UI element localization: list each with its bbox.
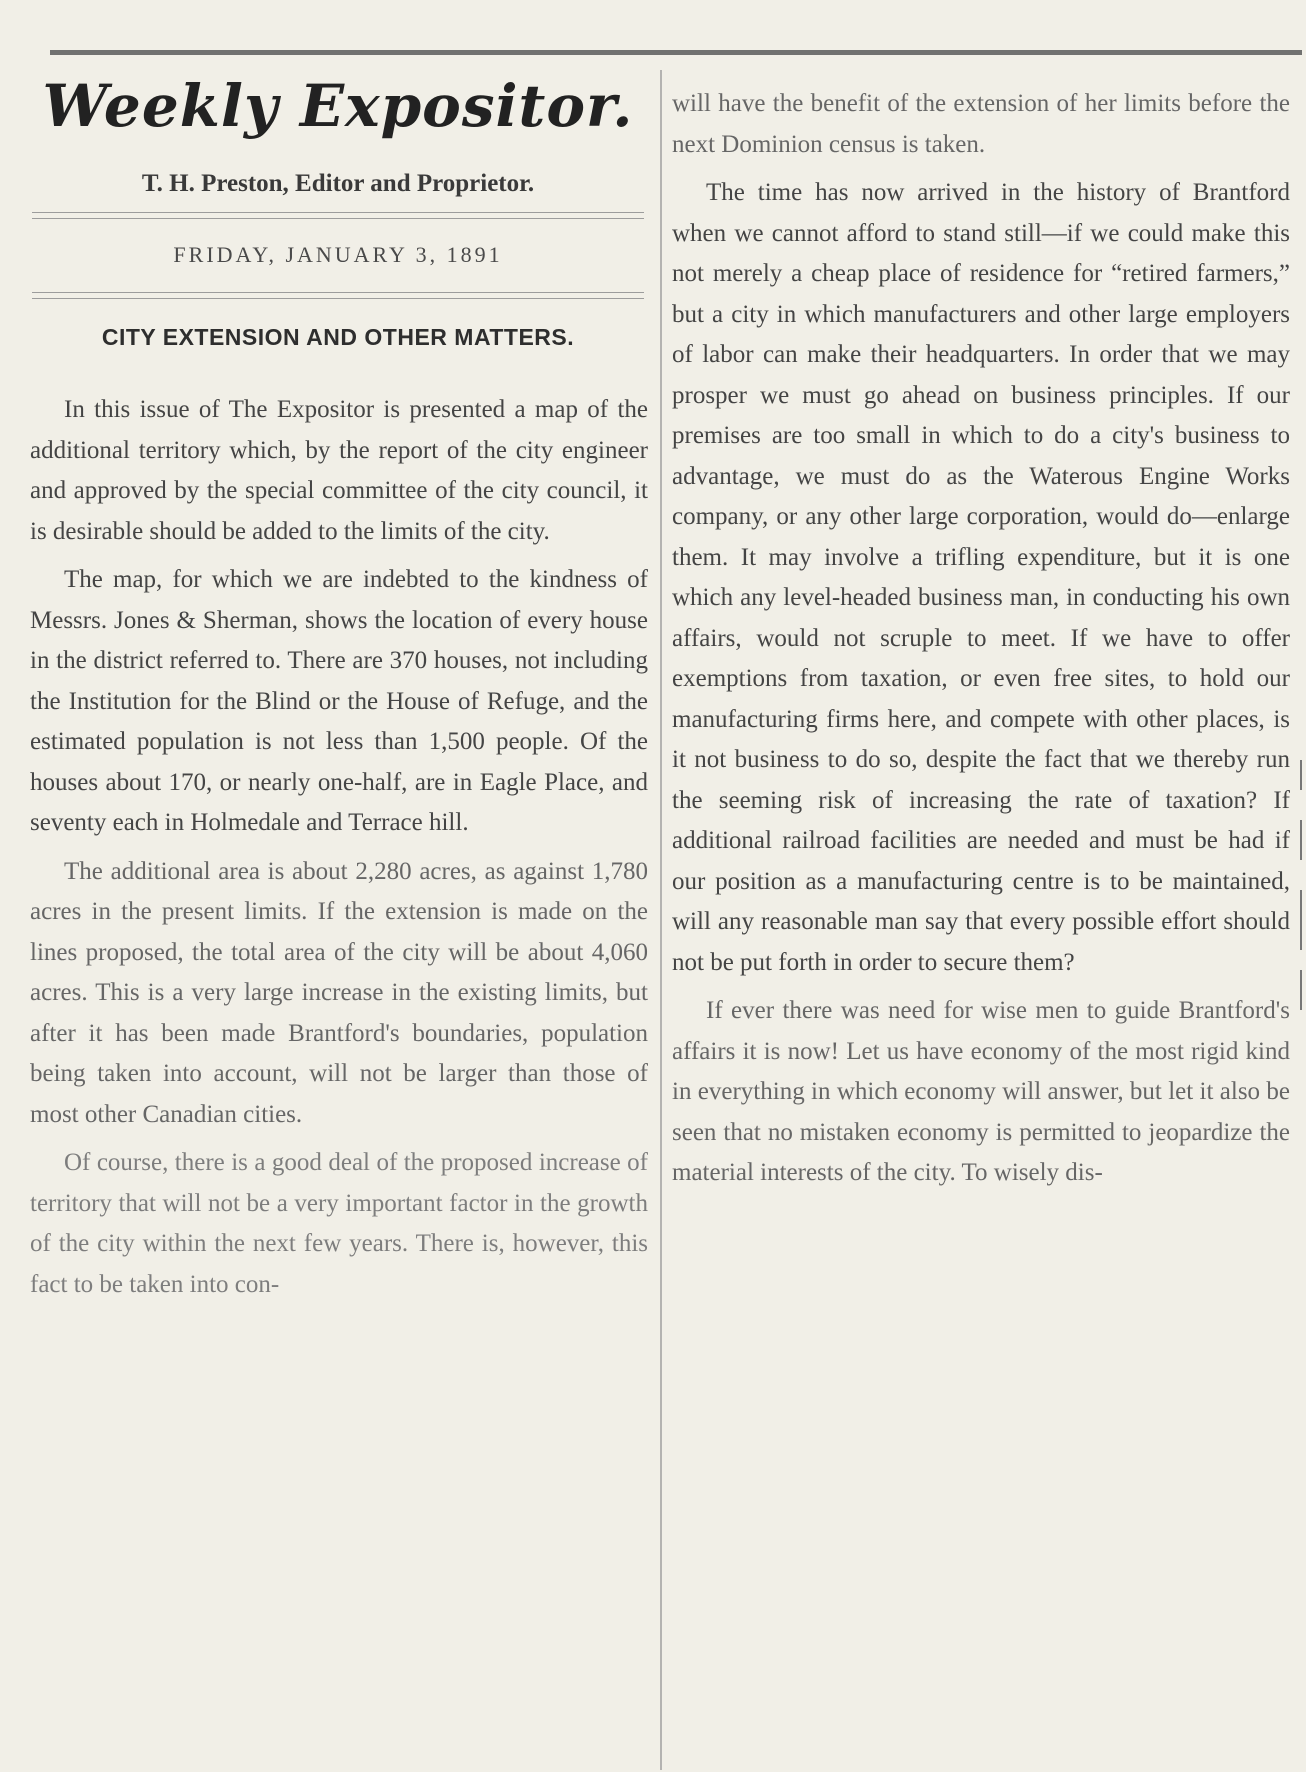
dateline: FRIDAY, JANUARY 3, 1891 bbox=[173, 242, 503, 267]
dateline-rule-2 bbox=[32, 298, 644, 299]
dateline-rule bbox=[32, 292, 644, 293]
top-border-rule bbox=[50, 50, 1302, 55]
right-paragraph-2: The time has now arrived in the history of Brantford when we cannot afford to stand still—if we could make this not merely a cheap place of residence for “retired farmers,” but a city in which manufacturers and other large employers of labor can make their headquarters. In order that we may prosper we must go ahead on business principles. If our premises are too small in which to do a city's business to advantage, we must do as the Waterous Engine Works company, or any other large corporation, would do—enlarge them. It may involve a trifling expenditure, but it is one which any level-headed business man, in conducting his own affairs, would not scruple to meet. If we have to offer exemptions from taxation, or even free sites, to hold our manufacturing firms here, and compete with other places, is it not business to do so, despite the fact that we thereby run the seeming risk of increasing the rate of taxation? If additional railroad facilities are needed and must be had if our position as a manufacturing centre is to be maintained, will any reasonable man say that every possible effort should not be put forth in order to secure them? bbox=[672, 179, 1290, 976]
masthead-rule-top bbox=[32, 212, 644, 213]
article-headline: CITY EXTENSION AND OTHER MATTERS. bbox=[101, 324, 575, 350]
left-paragraph-4: Of course, there is a good deal of the proposed increase of territory that will not be a very important factor in the growth of the city within the next few years. There is, however, this fact to be taken into con- bbox=[30, 1149, 648, 1298]
article-right-column bbox=[672, 84, 1290, 1202]
right-paragraph-1: will have the benefit of the extension of her limits before the next Dominion census is taken. bbox=[672, 90, 1290, 158]
left-paragraph-1: In this issue of The Expositor is presented a map of the additional territory which, by the report of the city engineer and approved by the special committee of the city council, it is desirable should be added to the limits of the city. bbox=[30, 396, 648, 545]
left-paragraph-3: The additional area is about 2,280 acres, as against 1,780 acres in the present limits. If the extension is made on the lines proposed, the total area of the city will be about 4,060 acres. This is a very large increase in the existing limits, but after it has been made Brantford's boundaries, population being taken into account, will not be larger than those of most other Canadian cities. bbox=[30, 857, 648, 1128]
right-paragraph-3: If ever there was need for wise men to guide Brantford's affairs it is now! Let us have economy of the most rigid kind in everything in which economy will answer, but let it also be seen that no mistaken economy is permitted to jeopardize the material interests of the city. To wisely dis- bbox=[672, 997, 1290, 1186]
masthead-title: Weekly Expositor. bbox=[42, 72, 634, 140]
page-edge-marks bbox=[1298, 760, 1306, 1020]
article-left-column bbox=[30, 390, 648, 1313]
left-paragraph-2: The map, for which we are indebted to the kindness of Messrs. Jones & Sherman, shows the location of every house in the district referred to. There are 370 houses, not including the Institution for the Blind or the House of Refuge, and the estimated population is not less than 1,500 people. Of the houses about 170, or nearly one-half, are in Eagle Place, and seventy each in Holmedale and Terrace hill. bbox=[30, 566, 648, 836]
column-divider bbox=[660, 70, 662, 1770]
masthead-rule-top-2 bbox=[32, 218, 644, 219]
editor-line: T. H. Preston, Editor and Proprietor. bbox=[141, 170, 535, 197]
